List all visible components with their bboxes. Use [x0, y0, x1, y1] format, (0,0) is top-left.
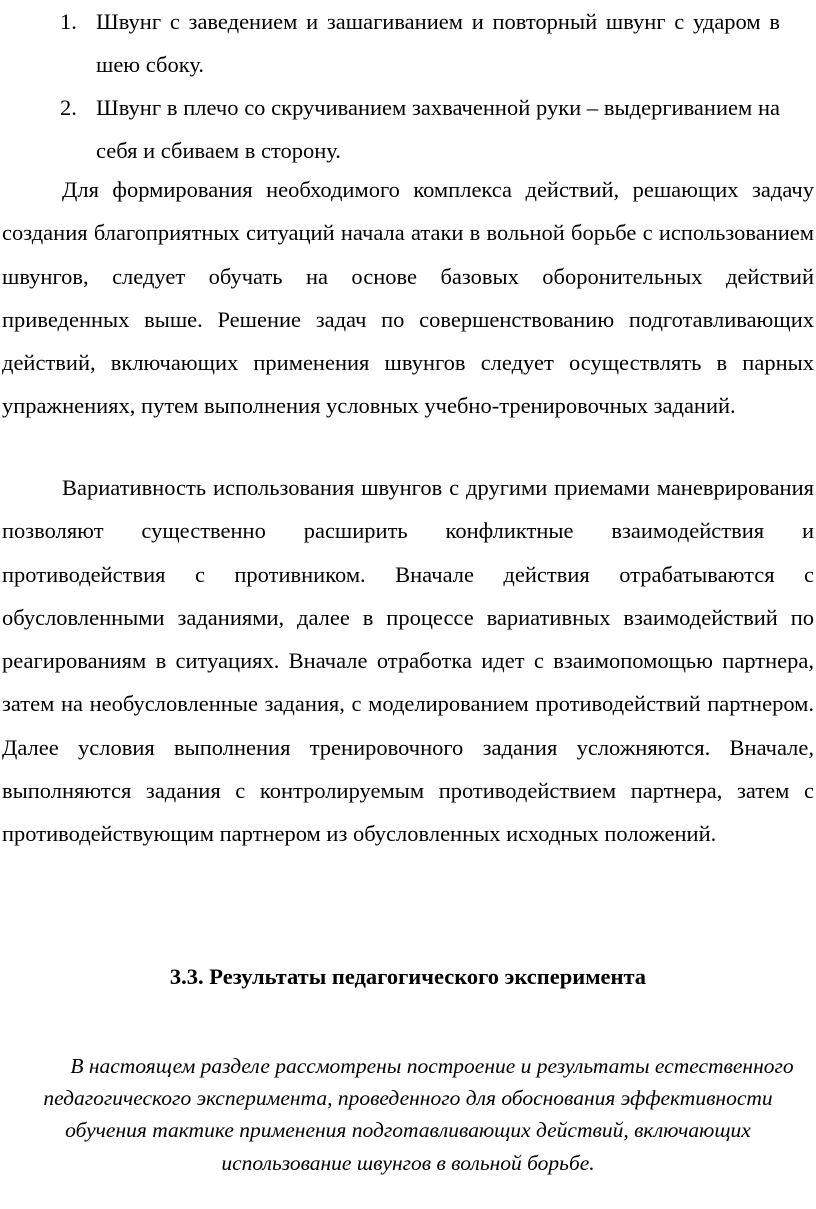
section-heading: 3.3. Результаты педагогического эксперимента — [169, 964, 647, 989]
section-abstract: В настоящем разделе рассмотрены построение и результаты естественного педагогического эксперимента, проведенного для обоснования эффективности обучения тактике применения подготавливающих действий, включающих использование швунгов в вольной борьбе. — [43, 1054, 794, 1175]
numbered-list — [60, 0, 780, 172]
list-item-number: 2. — [60, 95, 77, 120]
list-item — [60, 86, 780, 172]
list-item-text: Швунг в плечо со скручиванием захваченной руки – выдергиванием на себя и сбиваем в сторону. — [96, 95, 780, 163]
list-item-number: 1. — [60, 9, 77, 34]
body-paragraph: Вариативность использования швунгов с другими приемами маневрирования позволяют существенно расширить конфликтные взаимодействия и противодействия с противником. Вначале действия отрабатываются с обусловленными заданиями, далее в процессе вариативных взаимодействий по реагированиям в ситуациях. Вначале отработка идет с взаимопомощью партнера, затем на необусловленные задания, с моделированием противодействий партнером. Далее условия выполнения тренировочного задания усложняются. Вначале, выполняются задания с контролируемым противодействием партнера, затем с противодействующим партнером из обусловленных исходных положений. — [2, 475, 814, 847]
list-item-text: Швунг с заведением и зашагиванием и повторный швунг с ударом в шею сбоку. — [96, 9, 780, 77]
body-paragraph: Для формирования необходимого комплекса действий, решающих задачу создания благоприятных ситуаций начала атаки в вольной борьбе с использованием швунгов, следует обучать на основе базовых оборонительных действий приведенных выше. Решение задач по совершенствованию подготавливающих действий, включающих применения швунгов следует осуществлять в парных упражнениях, путем выполнения условных учебно-тренировочных заданий. — [2, 177, 814, 419]
list-item — [60, 0, 780, 86]
